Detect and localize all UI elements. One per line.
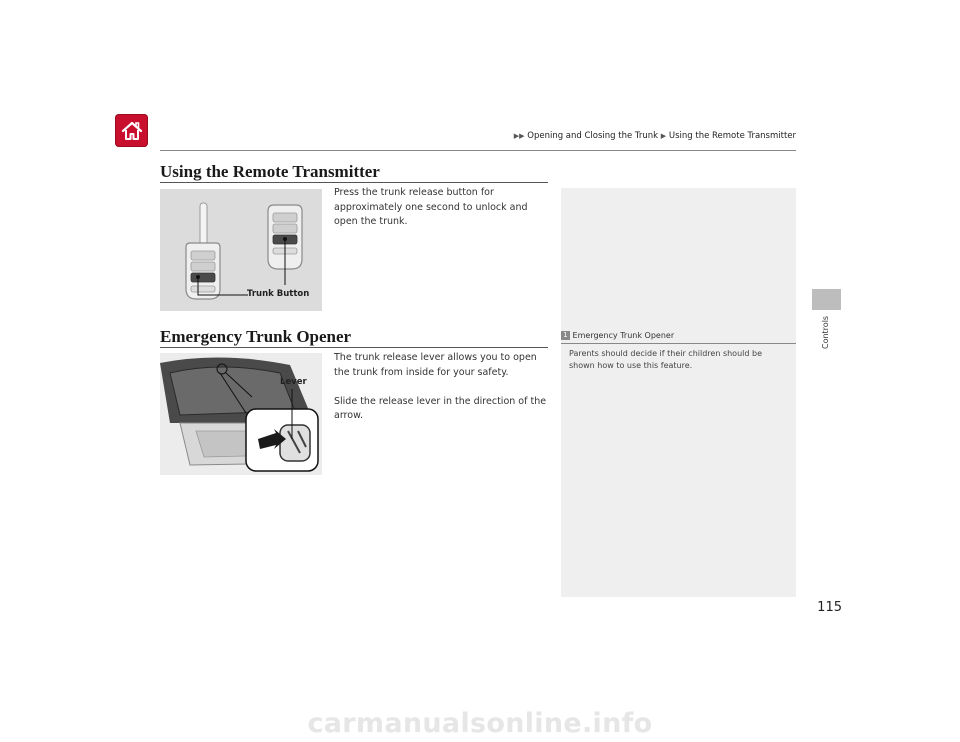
home-button[interactable] xyxy=(115,114,148,147)
note-text: Parents should decide if their children should be shown how to use this feature. xyxy=(569,349,762,370)
section-title-emergency-trunk-opener: Emergency Trunk Opener xyxy=(160,327,352,346)
trunk-interior-drawing xyxy=(160,353,322,475)
section-title-remote-transmitter: Using the Remote Transmitter xyxy=(160,162,380,181)
section2-paragraph-2: Slide the release lever in the direction of the arrow. xyxy=(334,395,547,421)
breadcrumb xyxy=(514,131,796,141)
section2-body xyxy=(334,351,549,424)
remote-transmitter-illustration xyxy=(160,189,322,311)
note-heading-text: Emergency Trunk Opener xyxy=(572,331,675,340)
note-marker-icon: 1 xyxy=(561,331,570,340)
watermark: carmanualsonline.info xyxy=(307,708,653,739)
notes-panel xyxy=(561,188,796,597)
section1-body: Press the trunk release button for approximately one second to unlock and open the trunk. xyxy=(334,187,528,227)
emergency-trunk-opener-illustration xyxy=(160,353,322,475)
home-icon xyxy=(120,120,144,142)
section2-paragraph-1: The trunk release lever allows you to open the trunk from inside for your safety. xyxy=(334,352,537,378)
note-divider xyxy=(561,343,796,344)
section-divider xyxy=(160,182,548,183)
note-emergency-trunk-opener xyxy=(561,331,796,372)
triangle-right-icon: ▶▶ xyxy=(513,132,525,140)
header-divider xyxy=(160,150,796,151)
lever-callout: Lever xyxy=(280,377,307,387)
page-number: 115 xyxy=(817,600,842,615)
trunk-button-callout: Trunk Button xyxy=(247,289,310,299)
breadcrumb-current: Using the Remote Transmitter xyxy=(668,131,796,141)
chapter-tab-marker[interactable] xyxy=(812,289,841,310)
breadcrumb-link-opening-closing-trunk[interactable]: Opening and Closing the Trunk xyxy=(527,131,659,141)
chapter-tab[interactable] xyxy=(812,311,841,351)
chapter-tab-label: Controls xyxy=(821,315,830,349)
note-heading xyxy=(561,331,796,340)
section-divider xyxy=(160,347,548,348)
triangle-right-icon: ▶ xyxy=(660,132,667,140)
